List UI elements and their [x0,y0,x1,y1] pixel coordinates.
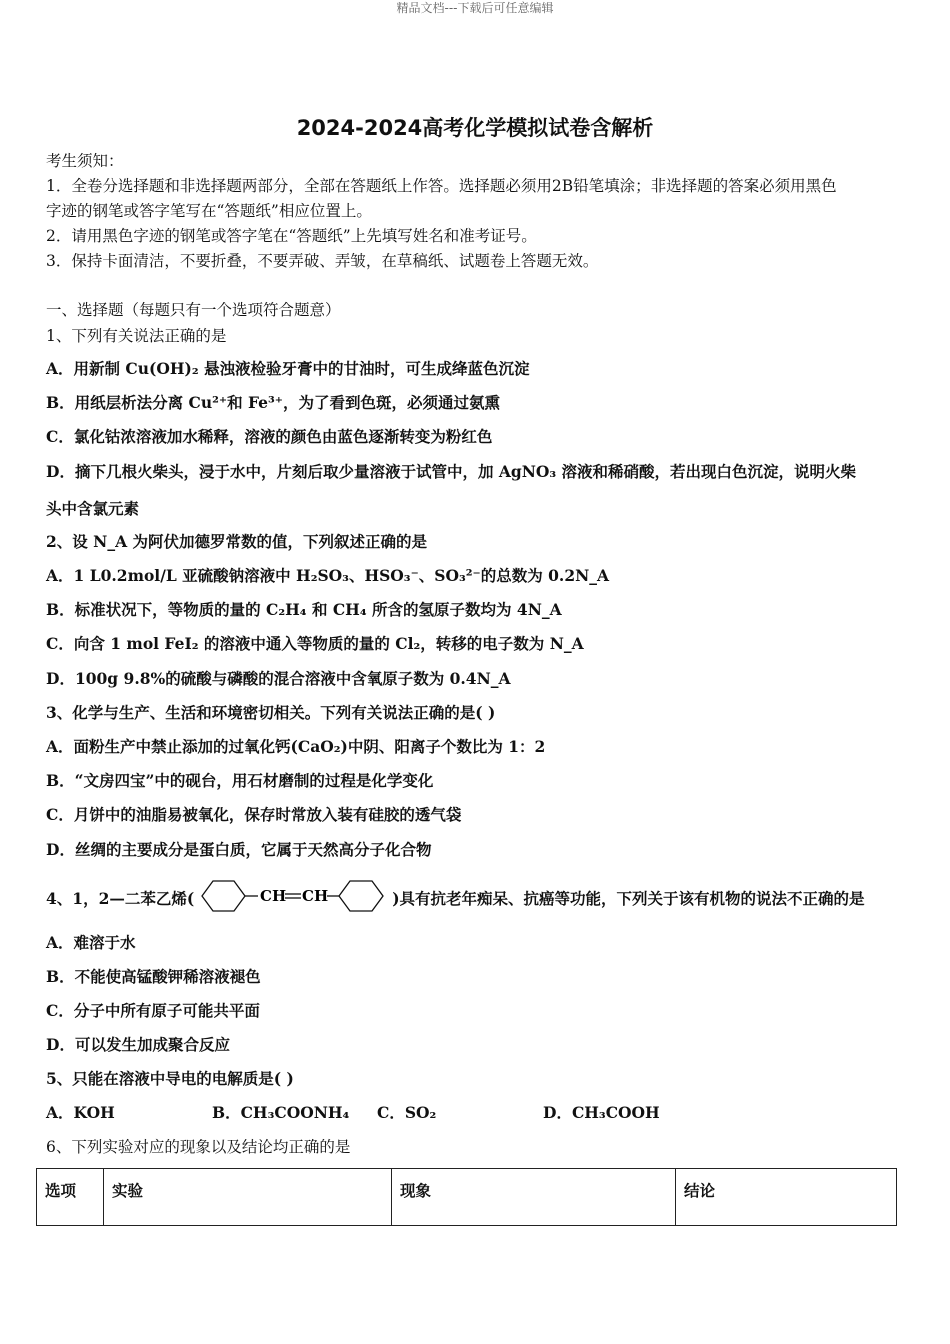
header-cell-conclusion: 结论 [676,1169,897,1226]
page-title: 2024-2024高考化学模拟试卷含解析 [296,116,654,140]
structure-ch-1: CH [260,887,287,905]
q4-stem-pre: 4、1，2—二苯乙烯( [46,889,195,908]
q2-option-d: D．100g 9.8%的硫酸与磷酸的混合溶液中含氧原子数为 0.4N_A [46,669,511,688]
q3-option-b: B．“文房四宝”中的砚台，用石材磨制的过程是化学变化 [46,771,434,790]
page-header: 精品文档---下载后可任意编辑 [396,1,554,15]
header-cell-experiment: 实验 [104,1169,392,1226]
header-cell-phenomenon: 现象 [392,1169,676,1226]
q4-stem [46,885,865,915]
q2-option-a: A．1 L0.2mol/L 亚硫酸钠溶液中 H₂SO₃、HSO₃⁻、SO₃²⁻的总数为 0.2N_A [46,566,610,585]
q1-option-d-line1: D．摘下几根火柴头，浸于水中，片刻后取少量溶液于试管中，加 AgNO₃ 溶液和稀硝酸，若出现白色沉淀，说明火柴 [46,462,857,481]
q3-option-a: A．面粉生产中禁止添加的过氧化钙(CaO₂)中阴、阳离子个数比为 1：2 [46,737,546,756]
q4-option-a: A．难溶于水 [46,933,136,952]
notice-item-1a: 1．全卷分选择题和非选择题两部分，全部在答题纸上作答。选择题必须用2B铅笔填涂；非选择题的答案必须用黑色 [46,177,837,195]
q4-option-b: B．不能使高锰酸钾稀溶液褪色 [46,967,261,986]
structure-ch-2: CH [302,887,329,905]
q4-option-c: C．分子中所有原子可能共平面 [46,1001,260,1020]
section-heading: 一、选择题（每题只有一个选项符合题意） [46,301,341,319]
notice-item-2: 2．请用黑色字迹的钢笔或答字笔在“答题纸”上先填写姓名和准考证号。 [46,227,537,245]
q6-stem: 6、下列实验对应的现象以及结论均正确的是 [46,1138,351,1156]
table-header-row [37,1169,897,1226]
q3-stem: 3、化学与生产、生活和环境密切相关。下列有关说法正确的是( ) [46,703,496,722]
q5-option-c: C．SO₂ [377,1103,437,1122]
q2-option-b: B．标准状况下，等物质的量的 C₂H₄ 和 CH₄ 所含的氢原子数均为 4N_A [46,600,562,619]
q5-option-a: A．KOH [46,1103,115,1122]
notice-item-1b: 字迹的钢笔或答字笔写在“答题纸”相应位置上。 [46,202,372,220]
q5-option-d: D．CH₃COOH [543,1103,660,1122]
q2-stem: 2、设 N_A 为阿伏加德罗常数的值，下列叙述正确的是 [46,532,428,551]
notice-heading: 考生须知： [46,152,124,170]
stilbene-structure [194,877,392,915]
q4-option-d: D．可以发生加成聚合反应 [46,1035,230,1054]
notice-item-3: 3．保持卡面清洁，不要折叠，不要弄破、弄皱，在草稿纸、试题卷上答题无效。 [46,252,599,270]
q1-stem: 1、下列有关说法正确的是 [46,327,227,345]
q4-stem-post: )具有抗老年痴呆、抗癌等功能，下列关于该有机物的说法不正确的是 [392,889,865,908]
q1-option-d-line2: 头中含氯元素 [46,499,140,518]
q1-option-b: B．用纸层析法分离 Cu²⁺和 Fe³⁺，为了看到色斑，必须通过氨熏 [46,393,500,412]
q5-option-b: B．CH₃COONH₄ [212,1103,350,1122]
header-cell-option: 选项 [37,1169,104,1226]
q5-stem: 5、只能在溶液中导电的电解质是( ) [46,1069,294,1088]
q3-option-c: C．月饼中的油脂易被氧化，保存时常放入装有硅胶的透气袋 [46,805,462,824]
q3-option-d: D．丝绸的主要成分是蛋白质，它属于天然高分子化合物 [46,840,432,859]
q6-table [36,1168,897,1226]
q1-option-a: A．用新制 Cu(OH)₂ 悬浊液检验牙膏中的甘油时，可生成绛蓝色沉淀 [46,359,530,378]
q2-option-c: C．向含 1 mol FeI₂ 的溶液中通入等物质的量的 Cl₂，转移的电子数为 N_A [46,634,584,653]
q1-option-c: C．氯化钴浓溶液加水稀释，溶液的颜色由蓝色逐渐转变为粉红色 [46,427,493,446]
